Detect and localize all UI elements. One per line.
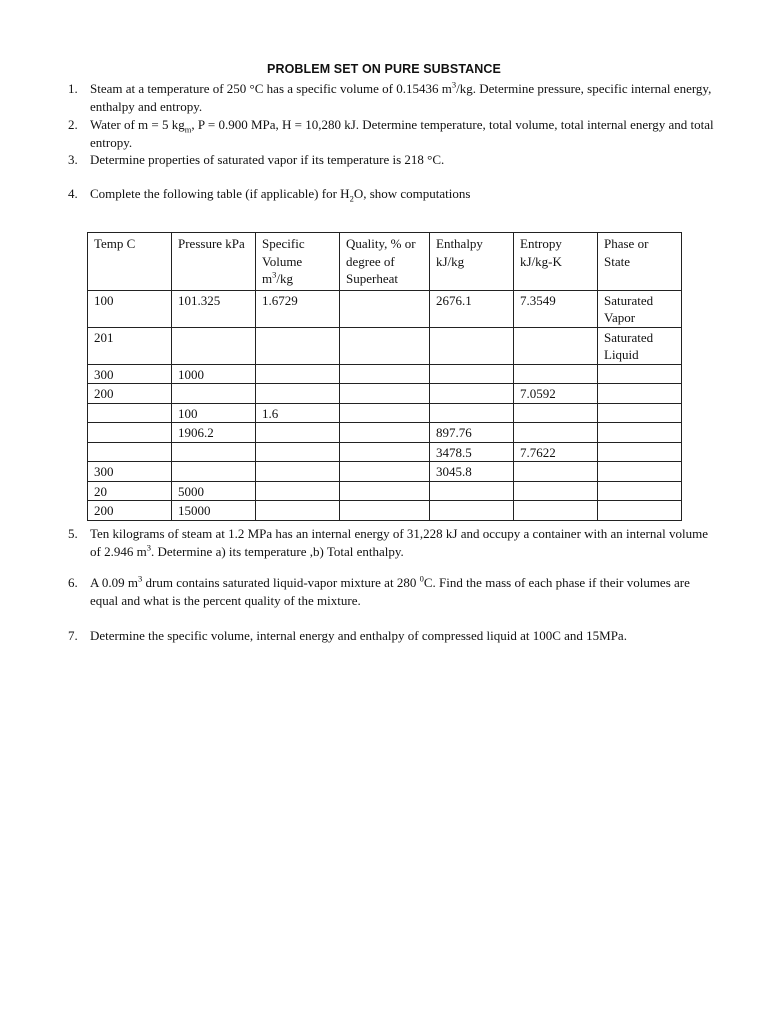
problem-5: [68, 525, 716, 560]
cell-volume: [256, 462, 340, 482]
cell-temp: 100: [88, 290, 172, 327]
cell-entropy: 7.7622: [514, 442, 598, 462]
cell-phase: [598, 442, 682, 462]
cell-pressure: 15000: [172, 501, 256, 521]
cell-temp: 200: [88, 384, 172, 404]
problem-number: 1.: [68, 81, 78, 96]
header-phase: Phase or State: [598, 233, 682, 291]
cell-pressure: [172, 442, 256, 462]
cell-entropy: 7.0592: [514, 384, 598, 404]
problem-number: 2.: [68, 117, 78, 132]
cell-phase: [598, 423, 682, 443]
cell-volume: [256, 481, 340, 501]
problem-3: [68, 151, 716, 169]
cell-pressure: [172, 327, 256, 364]
cell-entropy: [514, 327, 598, 364]
cell-quality: [340, 442, 430, 462]
problem-7: [68, 627, 716, 645]
table-row: [88, 327, 682, 364]
problem-4: [68, 185, 716, 203]
problem-text: Water of m = 5 $kg_m$, P = 0.900 MPa, H = 10,280 kJ. Determine temperature, total volume, total internal energy and total entropy.: [90, 117, 714, 150]
header-pressure: Pressure kPa: [172, 233, 256, 291]
cell-volume: [256, 442, 340, 462]
table-row: [88, 290, 682, 327]
cell-temp: [88, 442, 172, 462]
problem-text: Determine properties of saturated vapor if its temperature is 218 °C.: [90, 152, 445, 167]
table-row: [88, 501, 682, 521]
header-entropy: Entropy kJ/kg-K: [514, 233, 598, 291]
cell-temp: 300: [88, 364, 172, 384]
cell-quality: [340, 327, 430, 364]
cell-volume: [256, 364, 340, 384]
cell-temp: 300: [88, 462, 172, 482]
problem-text: Steam at a temperature of 250 °C has a specific volume of 0.15436 $m^3/kg$. Determine pressure, specific internal energy, enthalpy and entropy.: [90, 79, 712, 114]
table-header-row: [88, 233, 682, 291]
header-temp: Temp C: [88, 233, 172, 291]
cell-entropy: [514, 481, 598, 501]
cell-phase: Saturated Liquid: [598, 327, 682, 364]
header-quality: Quality, % or degree of Superheat: [340, 233, 430, 291]
cell-phase: [598, 403, 682, 423]
problem-6: [68, 574, 716, 609]
page-title: PROBLEM SET ON PURE SUBSTANCE: [267, 62, 501, 76]
cell-enthalpy: [430, 501, 514, 521]
cell-phase: [598, 481, 682, 501]
cell-volume: [256, 501, 340, 521]
problem-number: 5.: [68, 526, 78, 541]
cell-volume: [256, 423, 340, 443]
problem-1: [68, 80, 716, 115]
cell-enthalpy: [430, 481, 514, 501]
cell-entropy: [514, 403, 598, 423]
cell-quality: [340, 423, 430, 443]
cell-temp: 200: [88, 501, 172, 521]
cell-quality: [340, 403, 430, 423]
cell-pressure: 1906.2: [172, 423, 256, 443]
cell-pressure: [172, 462, 256, 482]
cell-pressure: 5000: [172, 481, 256, 501]
cell-phase: [598, 462, 682, 482]
problem-text: Determine the specific volume, internal energy and enthalpy of compressed liquid at 100C and 15MPa.: [90, 628, 627, 643]
cell-volume: 1.6: [256, 403, 340, 423]
cell-temp: [88, 423, 172, 443]
table-row: [88, 442, 682, 462]
cell-enthalpy: [430, 403, 514, 423]
problem-number: 4.: [68, 186, 78, 201]
header-enthalpy: Enthalpy kJ/kg: [430, 233, 514, 291]
cell-enthalpy: 3045.8: [430, 462, 514, 482]
cell-temp: 20: [88, 481, 172, 501]
table-row: [88, 481, 682, 501]
cell-enthalpy: [430, 327, 514, 364]
cell-quality: [340, 384, 430, 404]
problem-number: 7.: [68, 628, 78, 643]
properties-table: [87, 232, 682, 521]
cell-temp: [88, 403, 172, 423]
table-row: [88, 384, 682, 404]
cell-entropy: 7.3549: [514, 290, 598, 327]
problem-text: Complete the following table (if applicable) for $H_2O$, show computations: [90, 186, 471, 204]
cell-quality: [340, 462, 430, 482]
problem-2: [68, 116, 716, 151]
cell-volume: [256, 384, 340, 404]
cell-quality: [340, 501, 430, 521]
header-specific-volume: Specific Volume $m^3/kg$: [256, 233, 340, 291]
cell-phase: [598, 384, 682, 404]
table-row: [88, 423, 682, 443]
cell-pressure: [172, 384, 256, 404]
cell-entropy: [514, 423, 598, 443]
table-row: [88, 462, 682, 482]
cell-pressure: 101.325: [172, 290, 256, 327]
cell-quality: [340, 364, 430, 384]
cell-volume: 1.6729: [256, 290, 340, 327]
cell-enthalpy: 3478.5: [430, 442, 514, 462]
cell-entropy: [514, 364, 598, 384]
problem-text: Ten kilograms of steam at 1.2 MPa has an internal energy of 31,228 kJ and occupy a container with an internal volume of 2.946 $m^3$. Determine a) its temperature ,b) Total enthalpy.: [90, 526, 708, 559]
table-row: [88, 364, 682, 384]
problem-number: 6.: [68, 575, 78, 590]
cell-volume: [256, 327, 340, 364]
cell-phase: Saturated Vapor: [598, 290, 682, 327]
cell-enthalpy: 2676.1: [430, 290, 514, 327]
cell-quality: [340, 290, 430, 327]
cell-entropy: [514, 501, 598, 521]
cell-quality: [340, 481, 430, 501]
cell-enthalpy: 897.76: [430, 423, 514, 443]
cell-pressure: 1000: [172, 364, 256, 384]
cell-phase: [598, 364, 682, 384]
cell-temp: 201: [88, 327, 172, 364]
problem-number: 3.: [68, 152, 78, 167]
problem-text: A 0.09 $m^3$ drum contains saturated liquid-vapor mixture at 280 $^0$C. Find the mass of each phase if their volumes are equal and what is the percent quality of the mixture.: [90, 573, 690, 608]
cell-enthalpy: [430, 384, 514, 404]
cell-phase: [598, 501, 682, 521]
cell-entropy: [514, 462, 598, 482]
table-row: [88, 403, 682, 423]
cell-enthalpy: [430, 364, 514, 384]
cell-pressure: 100: [172, 403, 256, 423]
